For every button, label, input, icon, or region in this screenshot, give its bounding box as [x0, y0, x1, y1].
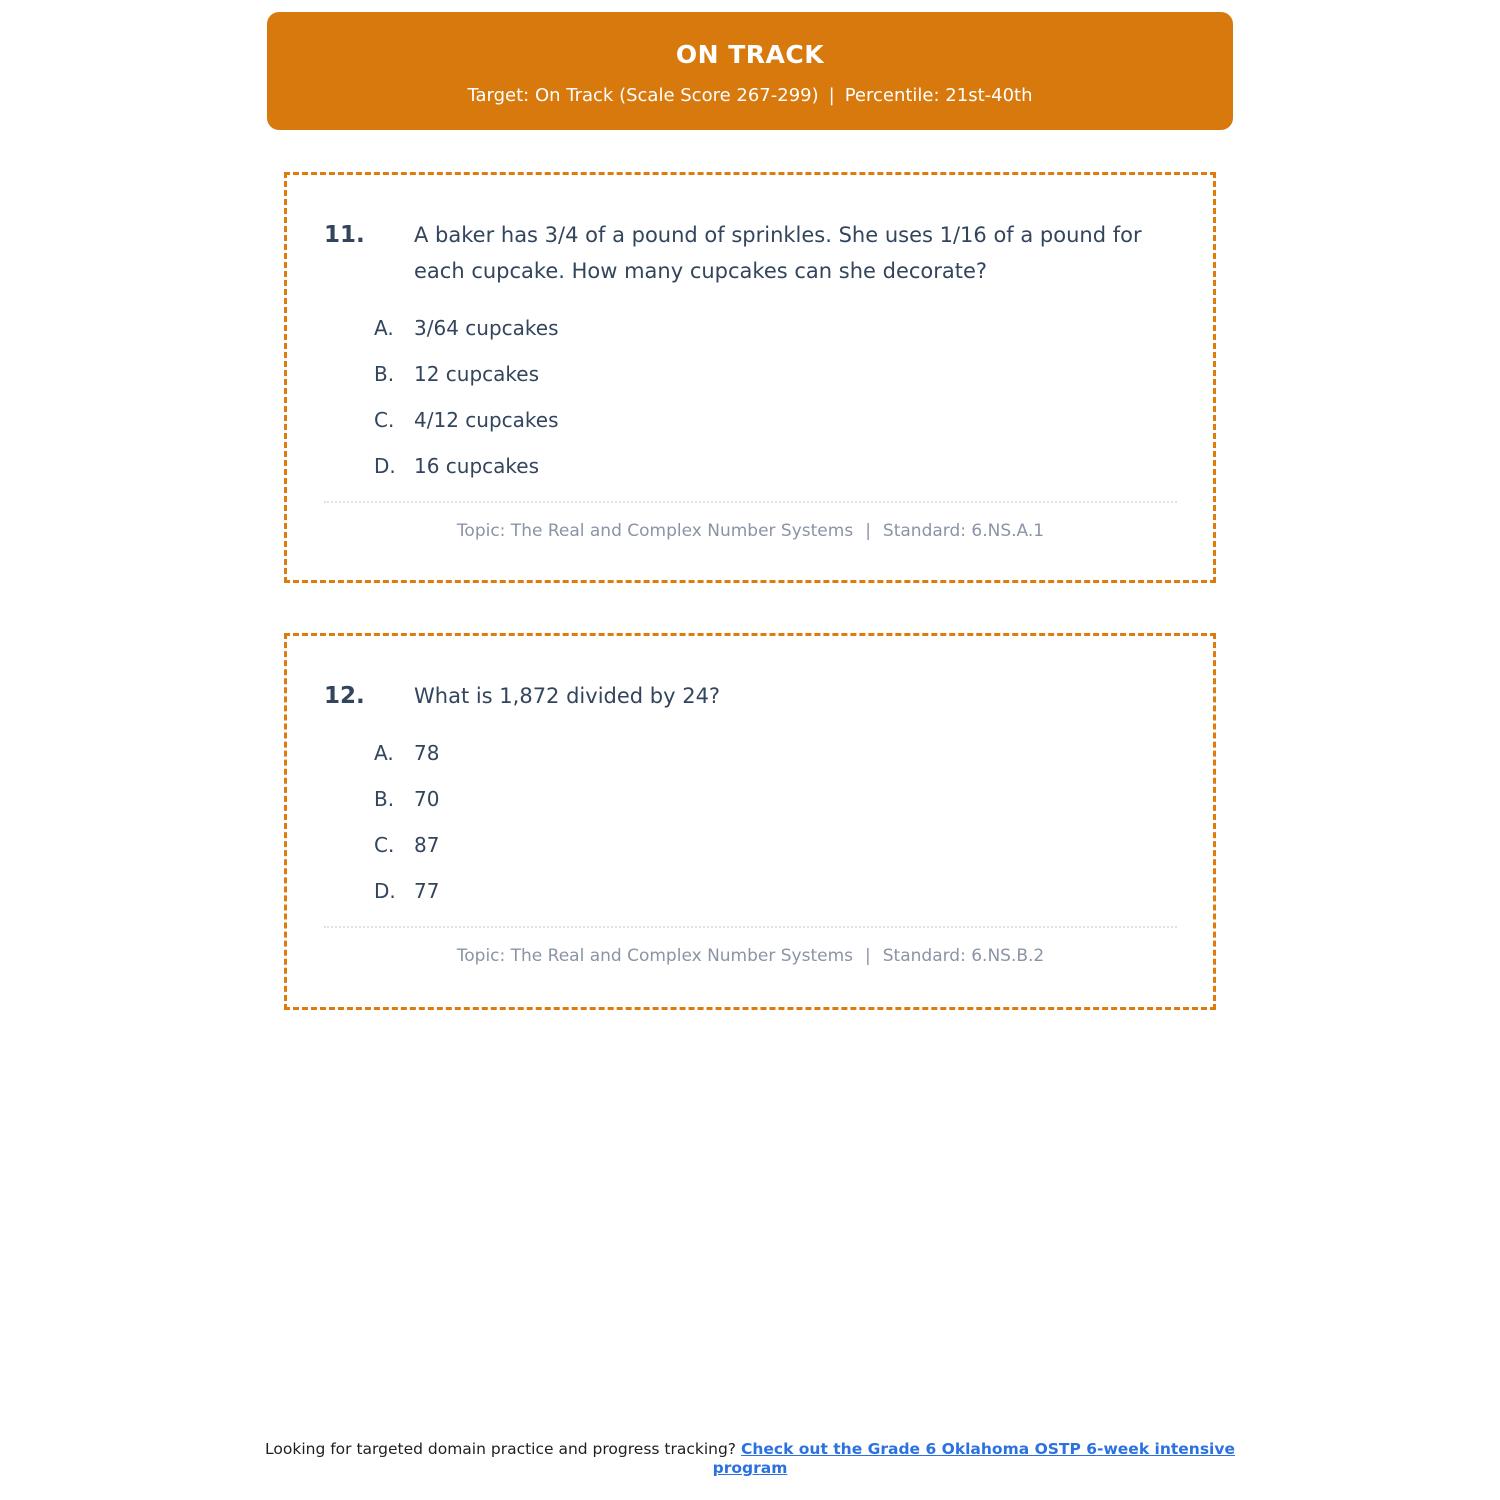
option-letter: D.: [374, 879, 396, 903]
option-letter: C.: [374, 408, 395, 432]
option-c: [324, 832, 1177, 858]
question-number: 12.: [324, 683, 365, 709]
options-list: [324, 740, 1177, 904]
footer-promo: [250, 1440, 1250, 1478]
question-number: 11.: [324, 222, 365, 248]
question-row: [324, 678, 1177, 714]
question-card-11: [284, 172, 1216, 583]
topic-standard-line: [324, 946, 1177, 966]
option-letter: A.: [374, 741, 394, 765]
score-band-banner: [267, 12, 1233, 130]
option-letter: C.: [374, 833, 395, 857]
footer-prompt-text: Looking for targeted domain practice and progress tracking?: [265, 1440, 741, 1458]
topic-standard-line: [324, 521, 1177, 541]
option-text: 70: [414, 787, 440, 811]
option-d: [324, 878, 1177, 904]
question-text: A baker has 3/4 of a pound of sprinkles. She uses 1/16 of a pound for each cupcake. How many cupcakes can she decorate?: [414, 223, 1142, 283]
banner-title: ON TRACK: [675, 40, 825, 69]
topic-label: Topic: The Real and Complex Number Systems: [456, 946, 854, 966]
option-text: 16 cupcakes: [414, 454, 540, 478]
standard-label: Standard: 6.NS.A.1: [882, 521, 1045, 541]
card-divider: [324, 926, 1177, 928]
option-letter: B.: [374, 362, 395, 386]
option-text: 3/64 cupcakes: [414, 316, 559, 340]
option-b: [324, 361, 1177, 387]
topic-separator: |: [865, 946, 871, 966]
option-c: [324, 407, 1177, 433]
banner-separator: |: [828, 85, 835, 106]
question-row: [324, 217, 1177, 289]
question-text: What is 1,872 divided by 24?: [414, 684, 721, 708]
options-list: [324, 315, 1177, 479]
option-text: 77: [414, 879, 440, 903]
program-link[interactable]: Check out the Grade 6 Oklahoma OSTP 6-week intensive program: [712, 1440, 1235, 1477]
standard-label: Standard: 6.NS.B.2: [882, 946, 1045, 966]
option-letter: B.: [374, 787, 395, 811]
option-text: 87: [414, 833, 440, 857]
card-divider: [324, 501, 1177, 503]
option-b: [324, 786, 1177, 812]
option-a: [324, 315, 1177, 341]
option-a: [324, 740, 1177, 766]
question-card-12: [284, 633, 1216, 1010]
option-letter: D.: [374, 454, 396, 478]
topic-label: Topic: The Real and Complex Number Systems: [456, 521, 854, 541]
topic-separator: |: [865, 521, 871, 541]
banner-percentile: Percentile: 21st-40th: [844, 85, 1033, 106]
banner-target: Target: On Track (Scale Score 267-299): [467, 85, 819, 106]
option-text: 12 cupcakes: [414, 362, 540, 386]
option-text: 4/12 cupcakes: [414, 408, 559, 432]
option-d: [324, 453, 1177, 479]
option-text: 78: [414, 741, 440, 765]
option-letter: A.: [374, 316, 394, 340]
banner-subtitle: [267, 85, 1233, 106]
